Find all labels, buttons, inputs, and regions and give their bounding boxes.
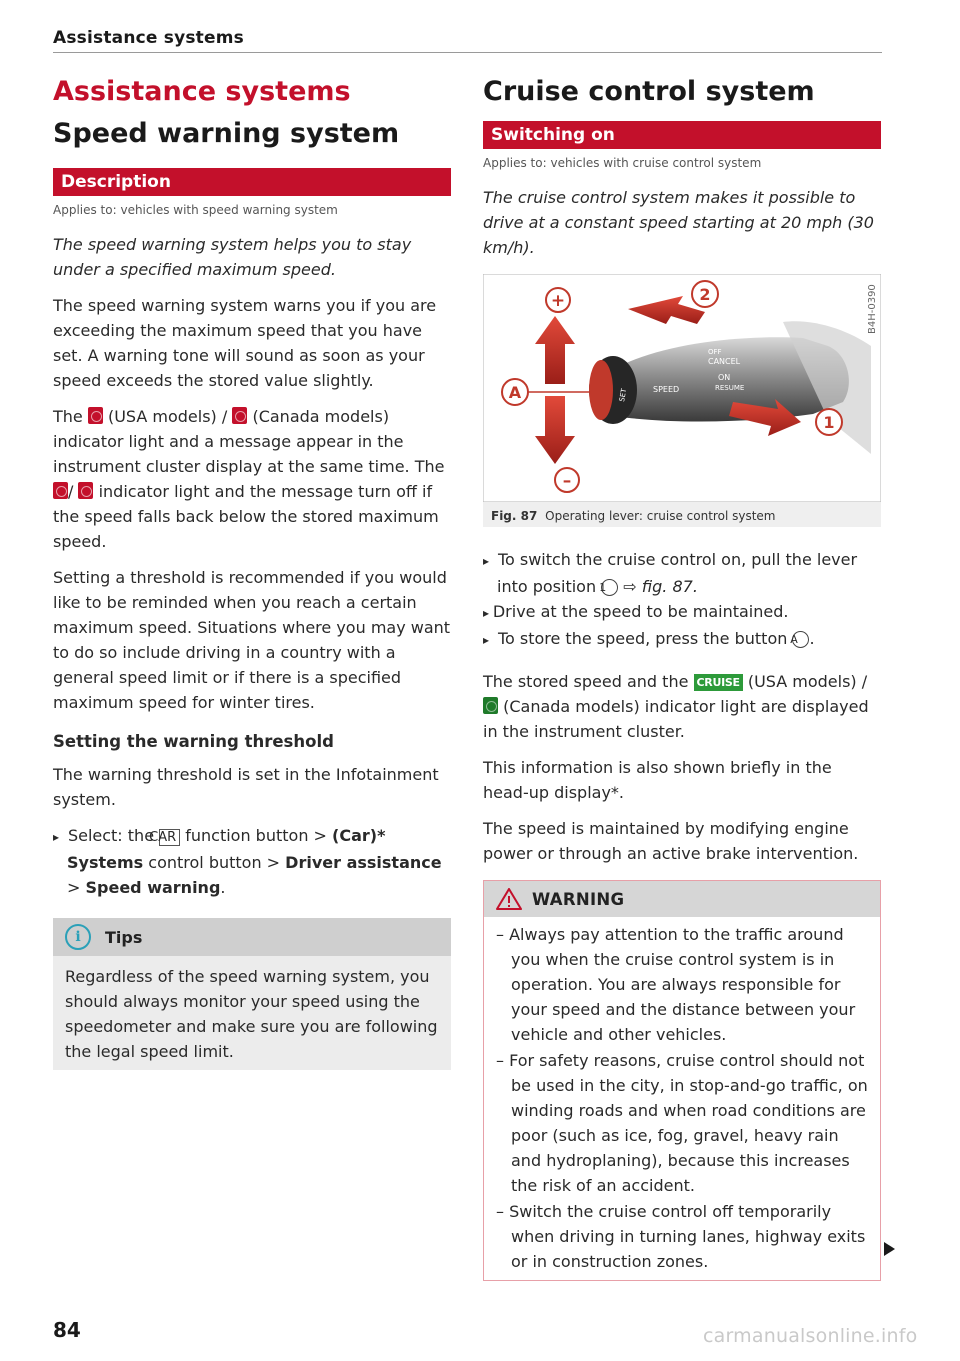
threshold-heading: Setting the warning threshold: [53, 732, 334, 751]
button-a-circle: A: [792, 631, 809, 648]
running-header: Assistance systems: [53, 28, 244, 48]
warning-box: [483, 880, 881, 1281]
lever-text-set: SET: [618, 388, 629, 403]
speed-warning-canada-icon: [232, 407, 247, 424]
speed-warning-canada-icon: [78, 482, 93, 499]
text-run: >: [67, 878, 81, 897]
position-1-label: 1: [823, 413, 835, 432]
intro-text: The cruise control system makes it possible to drive at a constant speed starting at 20 mph (30 km/h).: [483, 188, 874, 257]
cruise-indicator-icon: CRUISE: [694, 674, 743, 691]
left-column: [53, 72, 451, 1070]
text-run: Select: the: [67, 826, 155, 845]
figure-reference: ⇨ fig. 87.: [623, 577, 698, 596]
paragraph: This information is also shown briefly in the head-up display*.: [483, 758, 832, 802]
tips-header: [53, 918, 451, 956]
info-icon: i: [65, 924, 91, 950]
figure-code: B4H-0390: [867, 284, 878, 334]
position-2-label: 2: [699, 285, 711, 304]
text-run: Speed warning: [85, 878, 221, 897]
lever-text-speed: SPEED: [653, 385, 680, 394]
speed-warning-usa-icon: [53, 482, 68, 499]
cruise-canada-icon: [483, 697, 498, 714]
select-instruction: [53, 823, 451, 900]
text-run: function button >: [185, 826, 327, 845]
warning-triangle-icon: [496, 888, 522, 910]
text-run: /: [68, 482, 74, 501]
indicator-paragraph: [53, 404, 451, 554]
text-run: Driver assistance: [285, 853, 442, 872]
warning-title: WARNING: [532, 889, 625, 909]
text-run: (Car)*: [332, 826, 386, 845]
stored-speed-paragraph: [483, 669, 881, 744]
figure-number: Fig. 87: [491, 509, 538, 523]
minus-label: –: [562, 471, 572, 491]
lever-text-off: OFF: [708, 348, 722, 356]
cruise-lever-illustration: [483, 274, 881, 502]
right-column: [483, 72, 881, 1281]
text-run: (USA models) /: [107, 407, 228, 426]
set-button-shape: [589, 360, 613, 420]
section-title: Assistance systems: [53, 76, 351, 107]
plus-label: +: [550, 291, 566, 311]
step-3: [483, 626, 881, 653]
continue-arrow-icon: [884, 1242, 895, 1256]
position-1-circle: 1: [601, 579, 618, 596]
text-run: (USA models) /: [747, 672, 868, 691]
text-run: The: [53, 407, 83, 426]
text-run: The stored speed and the: [483, 672, 689, 691]
text-run: (Canada models) indicator light and a message appear in the instrument cluster display at the same time. The: [53, 407, 445, 476]
watermark: carmanualsonline.info: [703, 1325, 918, 1347]
page-title: Speed warning system: [53, 118, 400, 149]
lever-text-on: ON: [718, 373, 731, 382]
text-run: To switch the cruise control on, pull the lever into position: [497, 550, 858, 596]
paragraph: The speed warning system warns you if you are exceeding the maximum speed that you have set. A warning tone will sound as soon as your speed exceeds the stored value slightly.: [53, 296, 437, 390]
tips-title: Tips: [105, 927, 143, 947]
paragraph: The warning threshold is set in the Infotainment system.: [53, 765, 439, 809]
figure-87: [483, 274, 881, 527]
warning-item: – Always pay attention to the traffic around you when the cruise control system is in operation. You are always responsible for your speed and the distance between your vehicle and other vehicles.: [496, 922, 868, 1047]
text-run: .: [809, 629, 815, 648]
paragraph: Setting a threshold is recommended if you would like to be reminded when you reach a certain maximum speed. Situations where you may want to do so include driving in a country with a general speed limit or if there is a specified maximum speed for winter tires.: [53, 568, 451, 712]
figure-caption-text: Operating lever: cruise control system: [545, 509, 776, 523]
figure-caption: [483, 502, 881, 527]
description-bar: Description: [53, 168, 451, 196]
switching-on-bar: Switching on: [483, 121, 881, 149]
text-run: Systems: [67, 853, 144, 872]
tips-box: [53, 918, 451, 1070]
step-1: [483, 547, 881, 599]
applies-to: Applies to: vehicles with speed warning system: [53, 203, 338, 217]
page-number: 84: [53, 1318, 81, 1342]
warning-item: – For safety reasons, cruise control should not be used in the city, in stop-and-go traffic, on winding roads and when road conditions are poor (such as ice, fog, gravel, heavy rain and hydroplaning), because this increases the risk of an accident.: [496, 1048, 868, 1198]
text-run: control button >: [148, 853, 281, 872]
warning-list: [484, 917, 880, 1280]
lever-text-cancel: CANCEL: [708, 357, 741, 366]
car-key: CAR: [159, 829, 180, 846]
text-run: .: [220, 878, 226, 897]
warning-header: [484, 881, 880, 917]
speed-warning-usa-icon: [88, 407, 103, 424]
text-run: indicator light and the message turn off if the speed falls back below the stored maximum speed.: [53, 482, 439, 551]
tips-text: Regardless of the speed warning system, you should always monitor your speed using the speedometer and make sure you are following the legal speed limit.: [65, 967, 438, 1061]
header-divider: [53, 52, 882, 53]
page-title: Cruise control system: [483, 76, 815, 107]
applies-to: Applies to: vehicles with cruise control system: [483, 156, 762, 170]
paragraph: The speed is maintained by modifying engine power or through an active brake intervention.: [483, 819, 859, 863]
lever-text-resume: RESUME: [715, 384, 745, 392]
text-run: To store the speed, press the button: [497, 629, 788, 648]
text-run: (Canada models) indicator light are displayed in the instrument cluster.: [483, 697, 869, 741]
warning-item: – Switch the cruise control off temporarily when driving in turning lanes, highway exits or in construction zones.: [496, 1199, 868, 1274]
step-2: ▸ Drive at the speed to be maintained.: [483, 599, 881, 626]
a-label: A: [508, 383, 522, 402]
intro-text: The speed warning system helps you to stay under a specified maximum speed.: [53, 235, 412, 279]
